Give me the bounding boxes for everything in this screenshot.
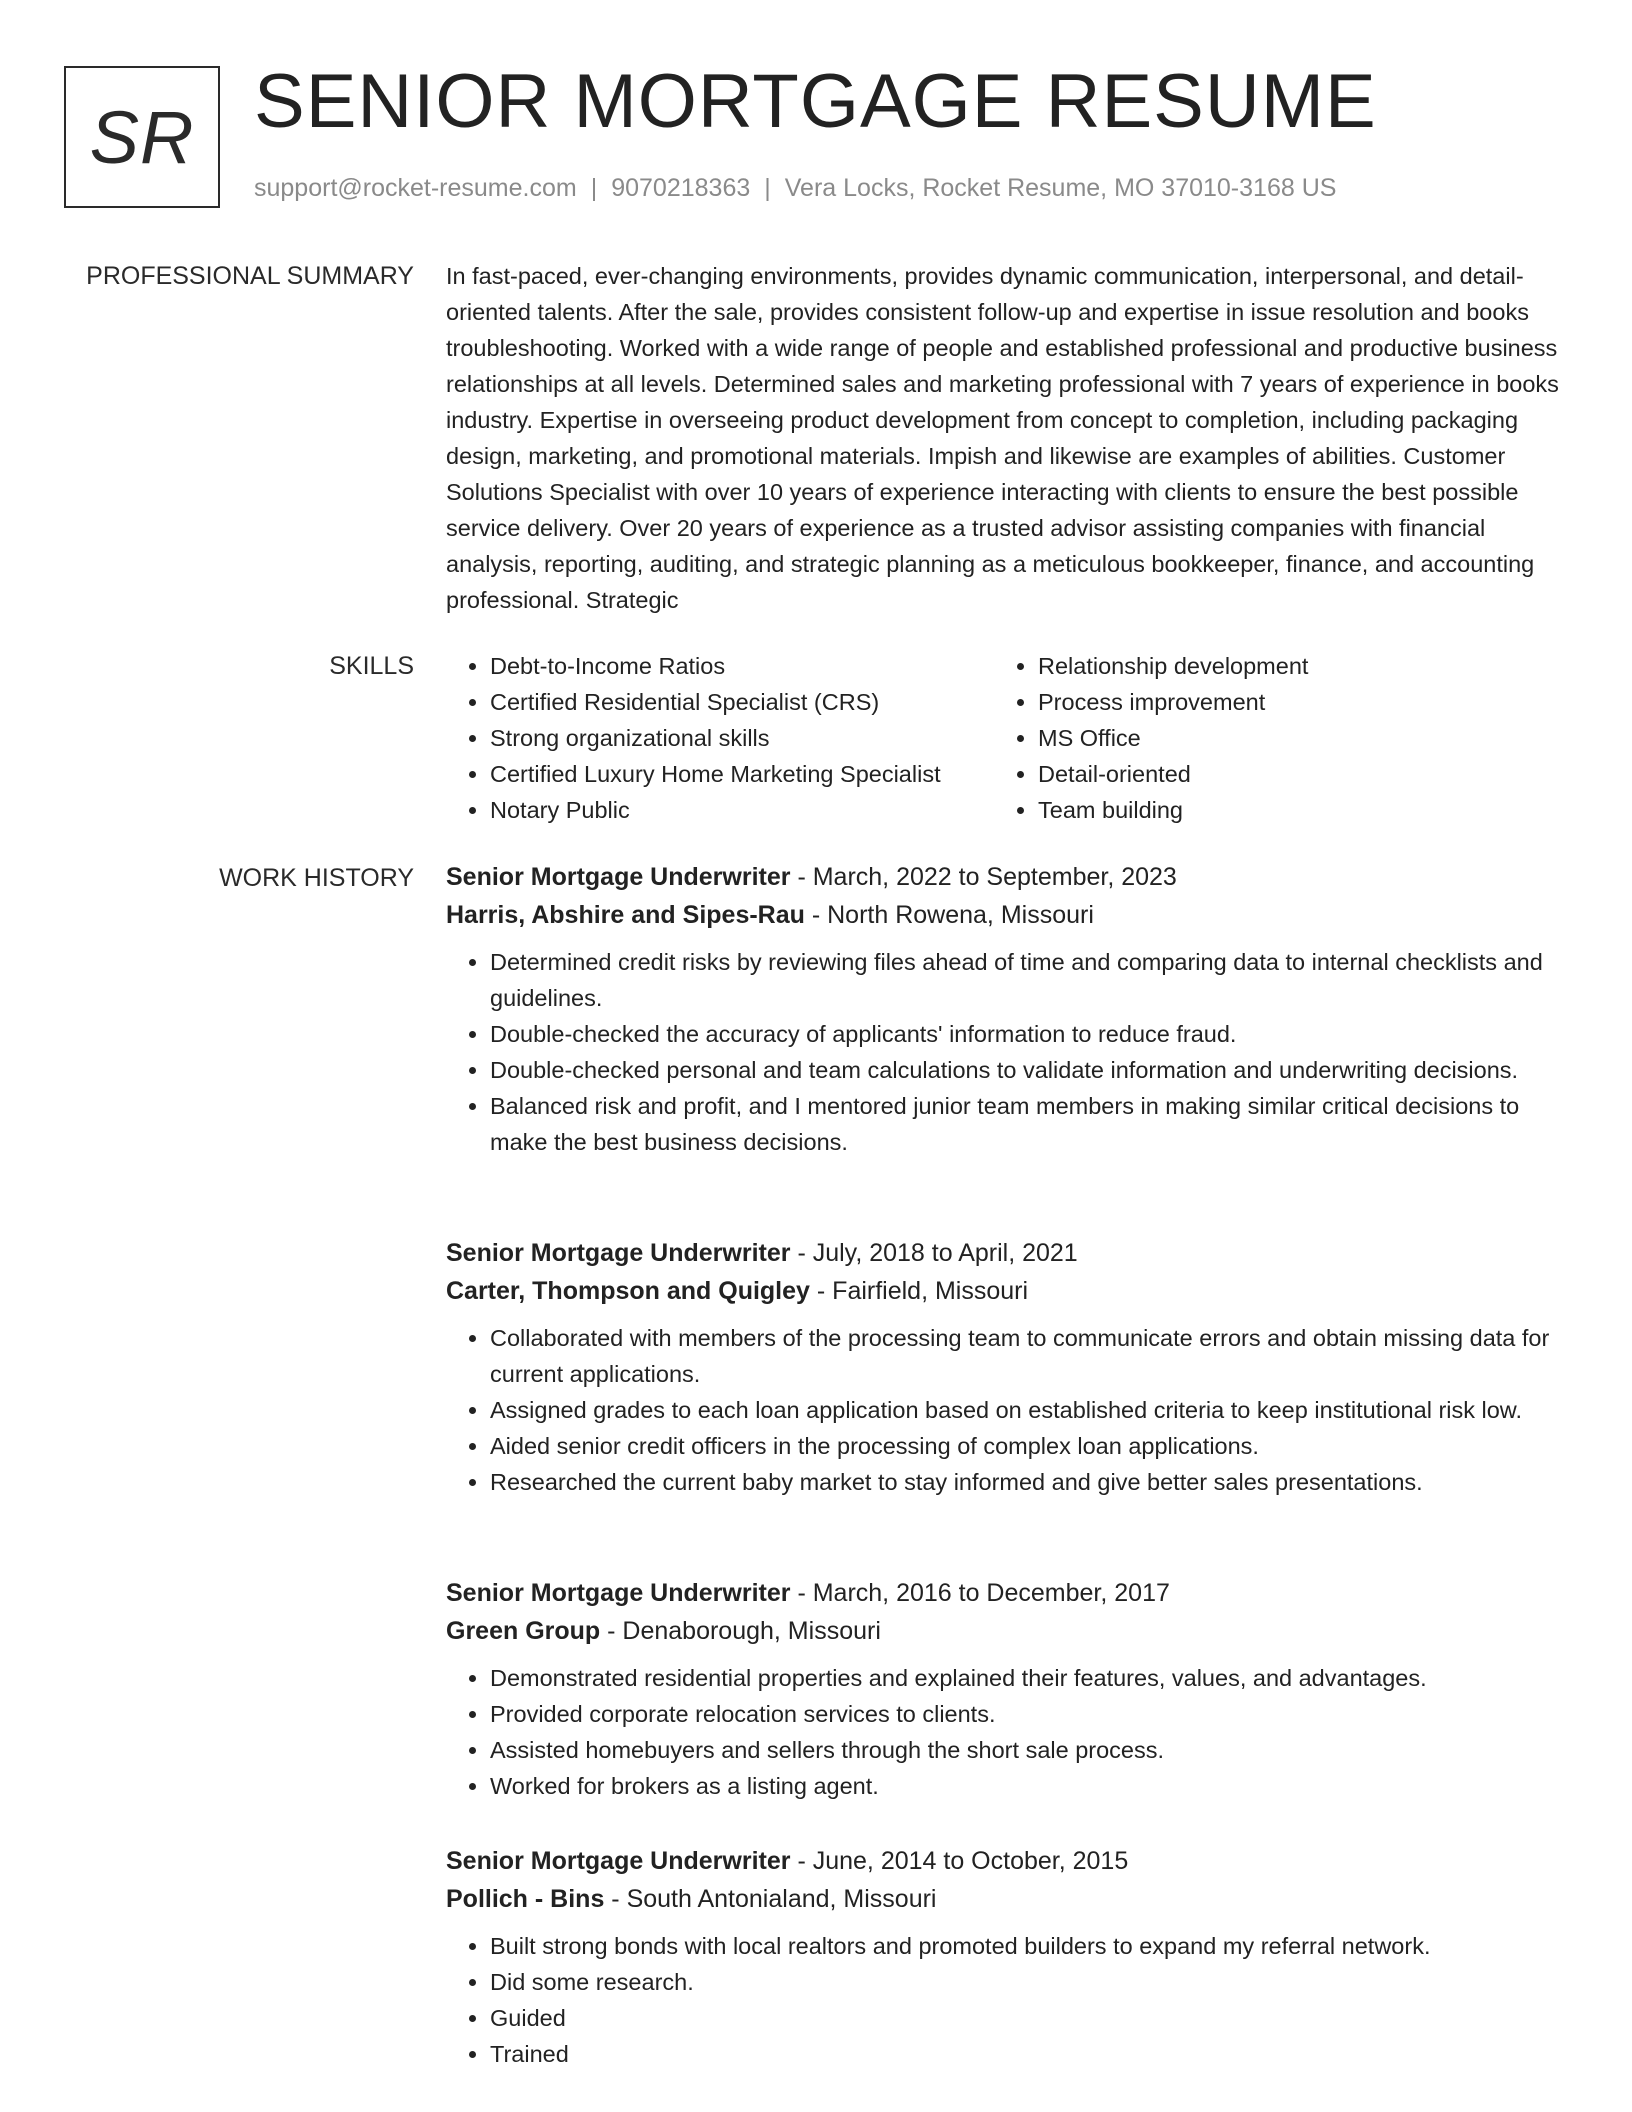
resume-title: SENIOR MORTGAGE RESUME — [254, 59, 1377, 144]
skill-item: • Process improvement — [1038, 684, 1542, 720]
job-role: Senior Mortgage Underwriter — [446, 1847, 791, 1875]
job-role-line — [446, 1234, 1562, 1272]
job-company: Carter, Thompson and Quigley — [446, 1277, 810, 1305]
job-entry — [446, 1842, 1562, 2072]
skill-item: • Team building — [1038, 792, 1542, 828]
job-company: Harris, Abshire and Sipes-Rau — [446, 901, 805, 929]
job-bullet: • Aided senior credit officers in the processing of complex loan applications. — [490, 1428, 1562, 1464]
job-role-line — [446, 1842, 1562, 1880]
job-bullet: • Double-checked the accuracy of applicants' information to reduce fraud. — [490, 1016, 1562, 1052]
job-dates: - March, 2016 to December, 2017 — [790, 1579, 1170, 1607]
skill-item: • Certified Luxury Home Marketing Specialist — [490, 756, 994, 792]
job-location: - Fairfield, Missouri — [809, 1277, 1029, 1305]
skill-item: • Strong organizational skills — [490, 720, 994, 756]
job-bullet: • Balanced risk and profit, and I mentored junior team members in making similar critical decisions to make the best business decisions. — [490, 1088, 1562, 1160]
job-company-line — [446, 1272, 1562, 1310]
skill-item: • Detail-oriented — [1038, 756, 1542, 792]
contact-line — [254, 174, 1336, 203]
job-dates: - July, 2018 to April, 2021 — [790, 1239, 1078, 1267]
job-bullet: • Assisted homebuyers and sellers through the short sale process. — [490, 1732, 1562, 1768]
contact-separator: | — [764, 174, 771, 202]
job-role: Senior Mortgage Underwriter — [446, 1579, 791, 1607]
job-bullet: • Did some research. — [490, 1964, 1562, 2000]
monogram-logo: SR — [64, 66, 220, 208]
job-bullet: • Worked for brokers as a listing agent. — [490, 1768, 1562, 1804]
skill-item: • MS Office — [1038, 720, 1542, 756]
job-company-line — [446, 896, 1562, 934]
job-bullets — [446, 1320, 1562, 1500]
job-entry — [446, 1234, 1562, 1500]
job-role: Senior Mortgage Underwriter — [446, 863, 791, 891]
job-bullet: • Determined credit risks by reviewing files ahead of time and comparing data to internal checklists and guidelines. — [490, 944, 1562, 1016]
job-entry — [446, 1574, 1562, 1804]
job-role-line — [446, 858, 1562, 896]
job-dates: - March, 2022 to September, 2023 — [790, 863, 1177, 891]
job-bullet: • Built strong bonds with local realtors and promoted builders to expand my referral network. — [490, 1928, 1562, 1964]
contact-email: support@rocket-resume.com — [254, 174, 577, 202]
job-bullets — [446, 1660, 1562, 1804]
skill-item: • Debt-to-Income Ratios — [490, 648, 994, 684]
job-bullet: • Demonstrated residential properties and explained their features, values, and advantages. — [490, 1660, 1562, 1696]
job-company-line — [446, 1880, 1562, 1918]
job-dates: - June, 2014 to October, 2015 — [790, 1847, 1129, 1875]
contact-separator: | — [590, 174, 598, 202]
job-location: - South Antonialand, Missouri — [604, 1885, 937, 1913]
job-bullet: • Collaborated with members of the processing team to communicate errors and obtain missing data for current applications. — [490, 1320, 1562, 1392]
job-bullet: • Trained — [490, 2036, 1562, 2072]
job-bullet: • Guided — [490, 2000, 1562, 2036]
job-bullet: • Assigned grades to each loan application based on established criteria to keep institutional risk low. — [490, 1392, 1562, 1428]
job-bullets — [446, 1928, 1562, 2072]
job-company: Green Group — [446, 1617, 601, 1645]
skill-item: • Notary Public — [490, 792, 994, 828]
summary-text: In fast-paced, ever-changing environments, provides dynamic communication, interpersonal, and detail-oriented talents. After the sale, provides consistent follow-up and expertise in issue resolution and books troubleshooting. Worked with a wide range of people and established professional and productive business relationships at all levels. Determined sales and marketing professional with 7 years of experience in books industry. Expertise in overseeing product development from concept to completion, including packaging design, marketing, and promotional materials. Impish and likewise are examples of abilities. Customer Solutions Specialist with over 10 years of experience interacting with clients to ensure the best possible service delivery. Over 20 years of experience as a trusted advisor assisting companies with financial analysis, reporting, auditing, and strategic planning as a meticulous bookkeeper, finance, and accounting professional. Strategic — [446, 263, 1559, 613]
job-bullets — [446, 944, 1562, 1160]
job-bullet: • Researched the current baby market to stay informed and give better sales presentations. — [490, 1464, 1562, 1500]
job-location: - North Rowena, Missouri — [804, 901, 1094, 929]
contact-address: Vera Locks, Rocket Resume, MO 37010-3168 US — [784, 174, 1337, 202]
skill-item: • Certified Residential Specialist (CRS) — [490, 684, 994, 720]
skills-list-left — [446, 648, 994, 828]
job-role: Senior Mortgage Underwriter — [446, 1239, 791, 1267]
job-location: - Denaborough, Missouri — [600, 1617, 881, 1645]
summary-body — [446, 258, 1562, 618]
skills-list-right — [994, 648, 1542, 828]
contact-phone: 9070218363 — [611, 174, 751, 202]
work-history-heading: WORK HISTORY — [219, 864, 414, 892]
job-bullet: • Provided corporate relocation services to clients. — [490, 1696, 1562, 1732]
job-company: Pollich - Bins — [446, 1885, 605, 1913]
job-entry — [446, 858, 1562, 1160]
skills-heading: SKILLS — [329, 652, 414, 680]
job-company-line — [446, 1612, 1562, 1650]
skill-item: • Relationship development — [1038, 648, 1542, 684]
job-bullet: • Double-checked personal and team calculations to validate information and underwriting decisions. — [490, 1052, 1562, 1088]
skills-body — [446, 648, 1562, 828]
job-role-line — [446, 1574, 1562, 1612]
summary-heading: PROFESSIONAL SUMMARY — [86, 262, 414, 290]
